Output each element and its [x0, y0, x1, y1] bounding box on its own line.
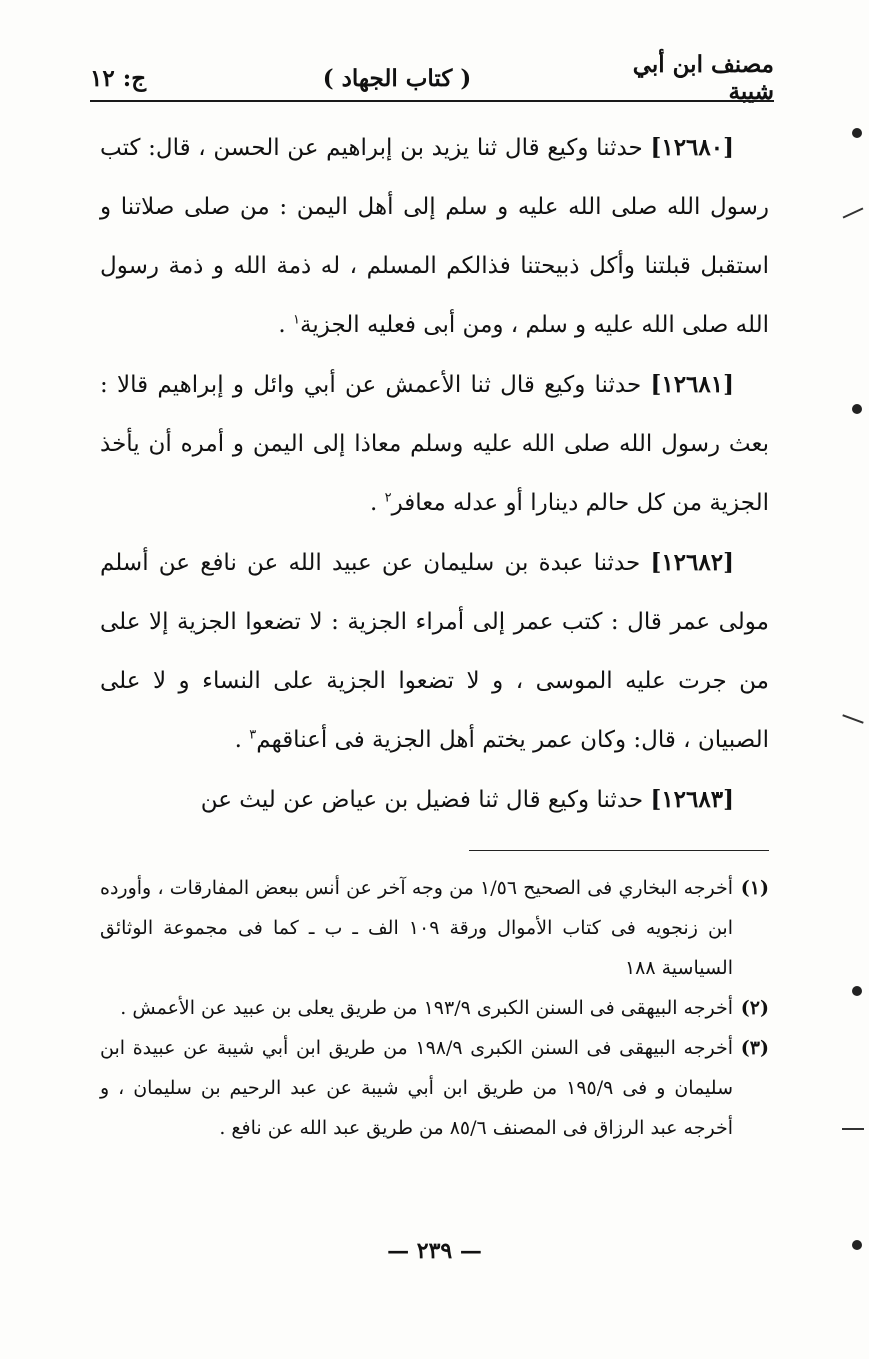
main-text — [100, 118, 769, 830]
footnote-ref: ٣ — [249, 727, 257, 743]
footnote-ref: ٢ — [384, 490, 392, 506]
footnote-text: أخرجه البيهقى فى السنن الكبرى ١٩٨/٩ من طريق ابن أبي شيبة عن عبيدة ابن سليمان و فى ١٩٥/٩ من طريق ابن أبي شيبة عن عبد الرحيم بن سليمان ، و أخرجه عبد الرزاق فى المصنف ٨٥/٦ من طريق عبد الله عن نافع . — [100, 1037, 733, 1139]
hadith-number: [١٢٦٨٣] — [650, 786, 734, 813]
hadith-number: [١٢٦٨٢] — [650, 549, 734, 576]
hadith-paragraph: [١٢٦٨٢] حدثنا عبدة بن سليمان عن عبيد الله عن نافع عن أسلم مولى عمر قال : كتب عمر إلى أمراء الجزية : لا تضعوا الجزية إلا على من جرت عليه الموسى ، و لا تضعوا الجزية على النساء و لا على الصبيان ، قال: وكان عمر يختم أهل الجزية فى أعناقهم$^٣$ . — [100, 549, 769, 753]
hadith-text: حدثنا وكيع قال ثنا الأعمش عن أبي وائل و إبراهيم قالا : بعث رسول الله صلى الله عليه وسلم معاذا إلى اليمن و أمره أن يأخذ الجزية من كل حالم دينارا أو عدله معافر — [100, 372, 769, 516]
hadith-text: حدثنا وكيع قال ثنا فضيل بن عياض عن ليث عن — [200, 787, 644, 813]
hadith-paragraph — [100, 770, 769, 830]
chapter-title: ( كتاب الجهاد ) — [322, 64, 472, 92]
book-title: مصنف ابن أبي شيبة — [632, 51, 774, 105]
scan-mark — [852, 986, 862, 996]
scan-mark — [852, 1240, 862, 1250]
scan-mark — [842, 714, 863, 723]
header-rule — [90, 100, 774, 102]
scan-mark — [842, 1128, 864, 1130]
hadith-text: حدثنا وكيع قال ثنا يزيد بن إبراهيم عن الحسن ، قال: كتب رسول الله صلى الله عليه و سلم إلى أهل اليمن : من صلى صلاتنا و استقبل قبلتنا وأكل ذبيحتنا فذالكم المسلم ، له ذمة الله و ذمة رسول الله صلى الله عليه و سلم ، ومن أبى فعليه الجزية — [100, 135, 769, 338]
footnote-number: (٣) — [740, 1037, 769, 1059]
page-number: — ٢٣٩ — — [387, 1238, 482, 1264]
hadith-paragraph: [١٢٦٨١] حدثنا وكيع قال ثنا الأعمش عن أبي وائل و إبراهيم قالا : بعث رسول الله صلى الله عليه وسلم معاذا إلى اليمن و أمره أن يأخذ الجزية من كل حالم دينارا أو عدله معافر$^٢$ . — [100, 371, 769, 516]
footnote-rule — [469, 850, 769, 851]
hadith-number: [١٢٦٨١] — [650, 371, 735, 398]
footnote — [100, 868, 769, 988]
hadith-text: حدثنا عبدة بن سليمان عن عبيد الله عن نافع عن أسلم مولى عمر قال : كتب عمر إلى أمراء الجزية : لا تضعوا الجزية إلا على من جرت عليه الموسى ، و لا تضعوا الجزية على النساء و لا على الصبيان ، قال: وكان عمر يختم أهل الجزية فى أعناقهم — [100, 550, 769, 753]
footnote — [100, 1028, 769, 1148]
footnote-number: (٢) — [740, 997, 769, 1019]
footnote-text: أخرجه البيهقى فى السنن الكبرى ١٩٣/٩ من طريق يعلى بن عبيد عن الأعمش . — [120, 997, 733, 1019]
running-header — [90, 51, 774, 105]
hadith-number: [١٢٦٨٠] — [650, 134, 735, 161]
scan-mark — [852, 128, 862, 138]
footnotes — [100, 868, 769, 1148]
footnote — [100, 988, 769, 1028]
footnote-ref: ١ — [293, 312, 301, 328]
scan-mark — [843, 207, 864, 218]
footnote-text: أخرجه البخاري فى الصحيح ١/٥٦ من وجه آخر عن أنس ببعض المفارقات ، وأورده ابن زنجويه فى كتاب الأموال ورقة ١٠٩ الف ـ ب ـ كما فى مجموعة الوثائق السياسية ١٨٨ — [100, 877, 734, 979]
footnote-number: (١) — [740, 877, 769, 899]
volume-label: ج: ١٢ — [90, 64, 147, 92]
scan-mark — [852, 404, 862, 414]
hadith-paragraph: [١٢٦٨٠] حدثنا وكيع قال ثنا يزيد بن إبراهيم عن الحسن ، قال: كتب رسول الله صلى الله عليه و سلم إلى أهل اليمن : من صلى صلاتنا و استقبل قبلتنا وأكل ذبيحتنا فذالكم المسلم ، له ذمة الله و ذمة رسول الله صلى الله عليه و سلم ، ومن أبى فعليه الجزية$^١$ . — [100, 134, 769, 338]
